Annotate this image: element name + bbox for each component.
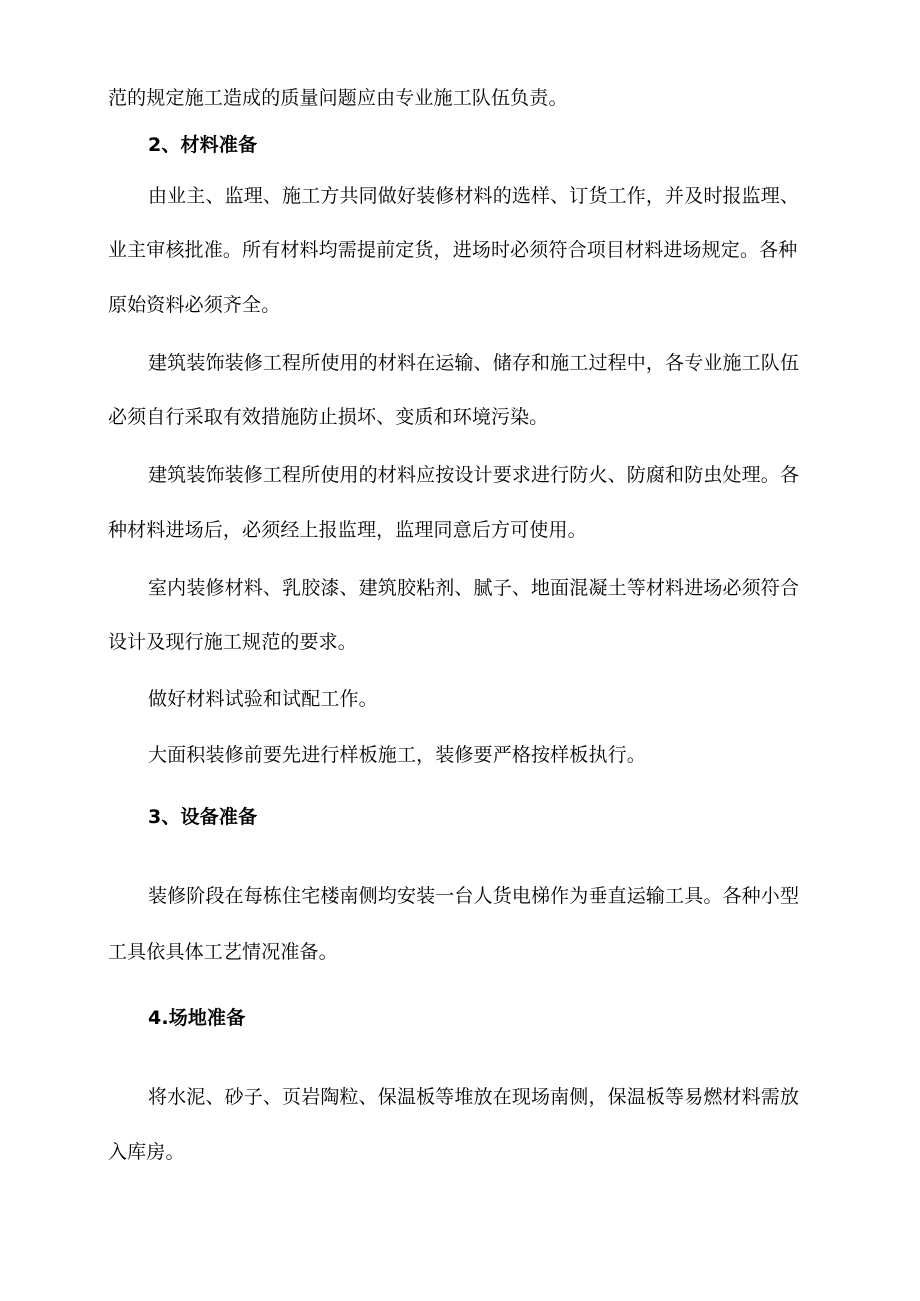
paragraph-line: 建筑装饰装修工程所使用的材料在运输、储存和施工过程中，各专业施工队伍 — [148, 352, 800, 374]
paragraph-line: 装修阶段在每栋住宅楼南侧均安装一台人货电梯作为垂直运输工具。各种小型 — [148, 885, 800, 907]
paragraph-line: 种材料进场后，必须经上报监理，监理同意后方可使用。 — [108, 519, 587, 541]
paragraph-line: 由业主、监理、施工方共同做好装修材料的选样、订货工作，并及时报监理、 — [148, 185, 800, 207]
paragraph-line: 室内装修材料、乳胶漆、建筑胶粘剂、腻子、地面混凝土等材料进场必须符合 — [148, 577, 800, 599]
paragraph-line: 设计及现行施工规范的要求。 — [108, 631, 357, 653]
paragraph-line: 将水泥、砂子、页岩陶粒、保温板等堆放在现场南侧，保温板等易燃材料需放 — [148, 1086, 800, 1108]
paragraph-line: 入库房。 — [108, 1141, 185, 1163]
paragraph-line: 建筑装饰装修工程所使用的材料应按设计要求进行防火、防腐和防虫处理。各 — [148, 464, 800, 486]
section-heading-site: 4.场地准备 — [148, 1007, 246, 1029]
paragraph-line: 业主审核批准。所有材料均需提前定货，进场时必须符合项目材料进场规定。各种 — [108, 239, 798, 261]
paragraph-line: 范的规定施工造成的质量问题应由专业施工队伍负责。 — [108, 87, 568, 109]
paragraph-line: 做好材料试验和试配工作。 — [148, 688, 378, 710]
paragraph-line: 原始资料必须齐全。 — [108, 294, 281, 316]
paragraph-line: 大面积装修前要先进行样板施工，装修要严格按样板执行。 — [148, 744, 646, 766]
section-heading-materials: 2、材料准备 — [148, 134, 258, 156]
section-heading-equipment: 3、设备准备 — [148, 806, 258, 828]
paragraph-line: 工具依具体工艺情况准备。 — [108, 941, 338, 963]
paragraph-line: 必须自行采取有效措施防止损坏、变质和环境污染。 — [108, 406, 549, 428]
